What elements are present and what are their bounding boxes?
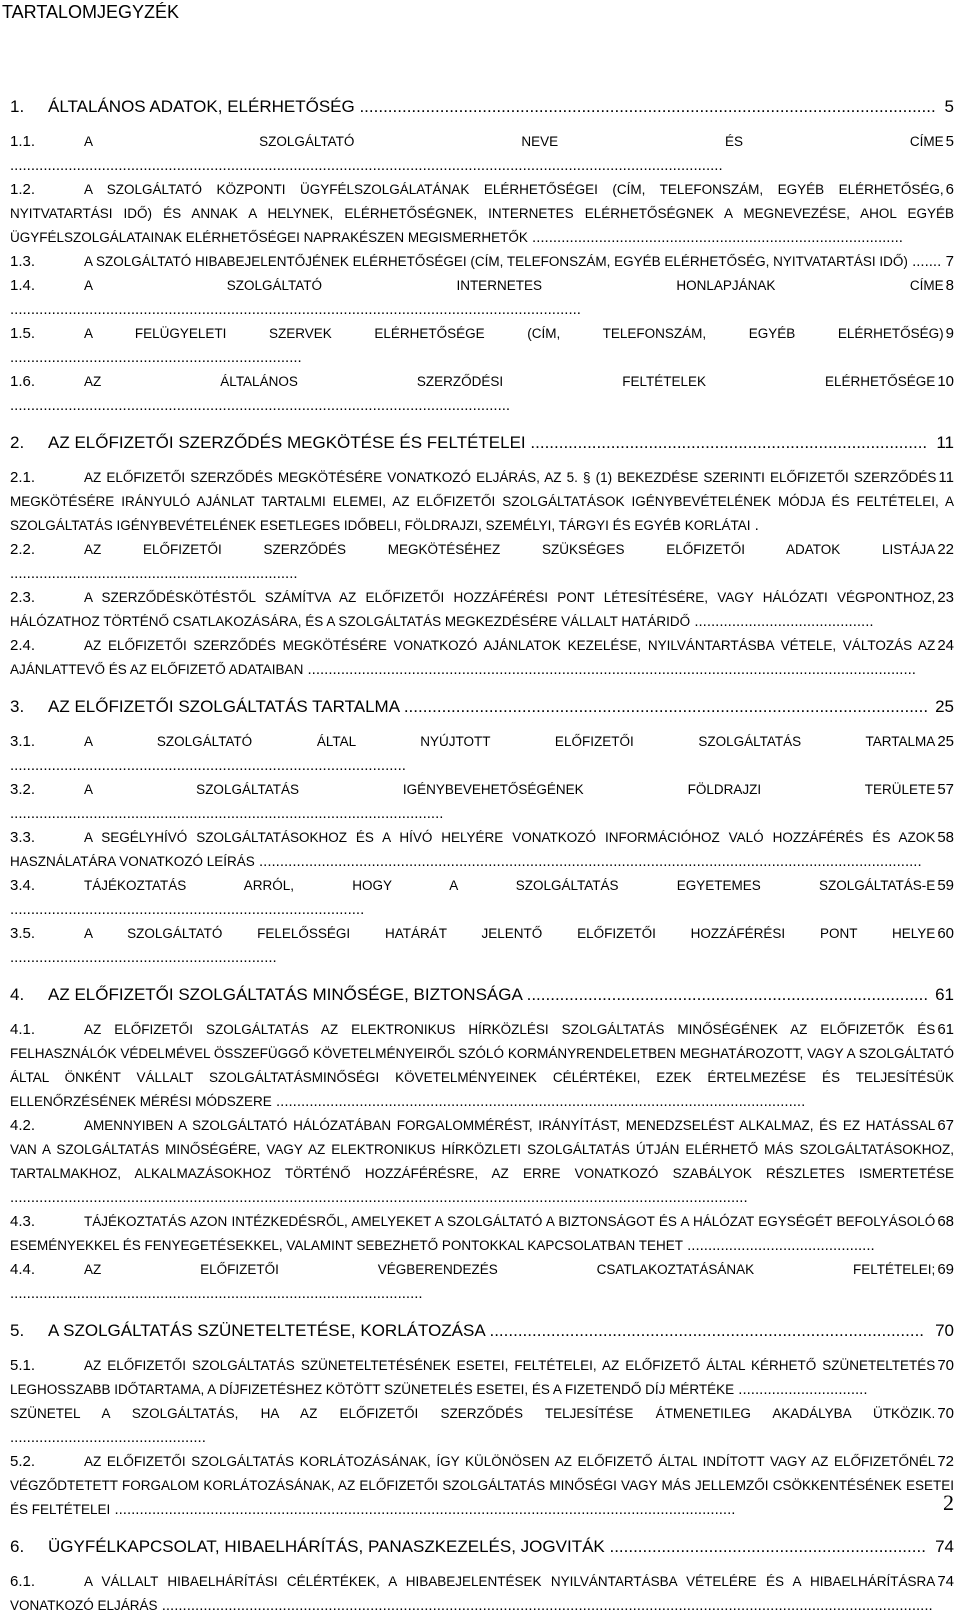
toc-entry-number: 3.4. [10,877,36,894]
toc-entry-title: A SZOLGÁLTATÓ INTERNETES HONLAPJÁNAK CÍME [84,278,944,293]
toc-section[interactable] [10,96,954,118]
toc-entry-page: 8 [945,277,954,294]
toc-entry-page: 61 [937,1021,954,1038]
dot-leader: ............................................................................................ [484,1321,925,1340]
toc-entry-number: 6. [10,1537,25,1556]
dot-leader: ..................................................................... [10,565,298,582]
toc-entry-title: AZ ELŐFIZETŐI SZERZŐDÉS MEGKÖTÉSÉRE VONATKOZÓ ELJÁRÁS, AZ 5. § (1) BEKEZDÉSE SZERINTI ELŐFIZETŐI SZERZŐDÉS MEGKÖTÉSÉRE IRÁNYULÓ AJÁNLAT TARTALMI ELEMEI, AZ ELŐFIZETŐI SZOLGÁLTATÁSOK IGÉNYBEVÉTELÉNEK MÓDJA ÉS FELTÉTELEI, A SZOLGÁLTATÁS IGÉNYBEVÉTELÉNEK ESETLEGES IDŐBELI, FÖLDRAJZI, SZEMÉLYI, TÁRGYI ÉS EGYÉB KORLÁTAI [10,470,954,533]
toc-entry-page: 61 [935,985,954,1004]
toc-entry-page: 69 [937,1261,954,1278]
dot-leader: ..................................................................................... [10,901,365,918]
toc-entry-title: A SZOLGÁLTATÓ FELELŐSSÉGI HATÁRÁT JELENTŐ ELŐFIZETŐI HOZZÁFÉRÉSI PONT HELYE [84,926,936,941]
toc-entry-page: 60 [937,925,954,942]
dot-leader: ............................................................................................................... [399,697,929,716]
toc-subsection[interactable] [10,826,954,874]
toc-entry-page: 70 [937,1357,954,1374]
toc-entry-title: A SZERZŐDÉSKÖTÉSTŐL SZÁMÍTVA AZ ELŐFIZETŐI HOZZÁFÉRÉSI PONT LÉTESÍTÉSÉRE, VAGY HÁLÓZATI VÉGPONTHOZ, HÁLÓZATHOZ TÖRTÉNŐ CSATLAKOZÁSÁRA, ÉS A SZOLGÁLTATÁS MEGKEZDÉSÉRE VÁLLALT HATÁRIDŐ [10,590,936,629]
toc-entry-number: 2. [10,433,25,452]
dot-leader: ......................................................................................................................................................................................... [157,1597,933,1614]
dot-leader: ........................................................................................................................................................................... [10,157,723,174]
toc-section[interactable] [10,1320,954,1342]
dot-leader: ................................................................ [10,949,277,966]
toc-entry-title: AZ ELŐFIZETŐI SZOLGÁLTATÁS MINŐSÉGE, BIZTONSÁGA [48,985,522,1004]
toc-entry-page: 9 [945,325,954,342]
toc-entry-title: AMENNYIBEN A SZOLGÁLTATÓ HÁLÓZATÁBAN FORGALOMMÉRÉST, IRÁNYÍTÁST, MENEDZSELÉST ALKALMAZ, ÉS EZ HATÁSSAL VAN A SZOLGÁLTATÁS MINŐSÉGÉRE, VAGY AZ ELEKTRONIKUS HÍRKÖZLETI SZOLGÁLTATÁS ÚTJÁN ELÉRHETŐ MÁS SZOLGÁLTATÁSOKHOZ, TARTALMAKHOZ, ALKALMAZÁSOKHOZ TÖRTÉNŐ HOZZÁFÉRÉSRE, AZ ERRE VONATKOZÓ SZABÁLYOK RÉSZLETES ISMERTETÉSE [10,1118,954,1181]
toc-entry-page: 11 [938,469,954,486]
toc-subsection[interactable] [10,538,954,586]
toc-subsection[interactable] [10,322,954,370]
toc-section[interactable] [10,1536,954,1558]
toc-entry-number: 3. [10,697,25,716]
toc-entry-title: TÁJÉKOZTATÁS AZON INTÉZKEDÉSRŐL, AMELYEKET A SZOLGÁLTATÓ A BIZTONSÁGOT ÉS A HÁLÓZAT EGYSÉGÉT BEFOLYÁSOLÓ ESEMÉNYEKKEL ÉS FENYEGETÉSEKKEL, VALAMINT SEBEZHETŐ PONTOKKAL KAPCSOLATBAN TEHET [10,1214,936,1253]
toc-subsection[interactable] [10,1450,954,1522]
toc-entry-page: 57 [937,781,954,798]
dot-leader: ......................................................................................... [527,229,903,246]
toc-subsection[interactable] [10,922,954,970]
toc-subsection[interactable] [10,1354,954,1402]
toc-entry-page: 70 [937,1405,954,1422]
toc-entry-page: 24 [937,637,954,654]
toc-entry-page: 22 [937,541,954,558]
toc-entry-number: 1.1. [10,133,36,150]
toc-section[interactable] [10,984,954,1006]
toc-entry-page: 23 [937,589,954,606]
toc-entry-number: 1.3. [10,253,36,270]
toc-entry-page: 74 [937,1573,954,1590]
toc-entry-page: 70 [935,1321,954,1340]
toc-entry-page: 5 [944,97,954,116]
toc-entry-number: 2.2. [10,541,36,558]
toc-entry-number: 4.2. [10,1117,36,1134]
toc-entry-title: AZ ELŐFIZETŐI SZOLGÁLTATÁS KORLÁTOZÁSÁNAK, ÍGY KÜLÖNÖSEN AZ ELŐFIZETŐ ÁLTAL INDÍTOTT VAGY AZ ELŐFIZETŐNÉL VÉGZŐDTETETT FORGALOM KORLÁTOZÁSÁNAK, AZ ELŐFIZETŐI SZOLGÁLTATÁS MINŐSÉGI VAGY MÁS JELLEMZŐI CSÖKKENTÉSÉNEK ESETEI ÉS FELTÉTELEI [10,1454,954,1517]
toc-section[interactable] [10,696,954,718]
toc-entry-number: 5. [10,1321,25,1340]
dot-leader: ........................................... [690,613,874,630]
toc-entry-title: A SZOLGÁLTATÓ ÁLTAL NYÚJTOTT ELŐFIZETŐI SZOLGÁLTATÁS TARTALMA [84,734,936,749]
toc-subsection[interactable] [10,1570,954,1618]
toc-entry-title: AZ ELŐFIZETŐI SZOLGÁLTATÁS AZ ELEKTRONIKUS HÍRKÖZLÉSI SZOLGÁLTATÁS MINŐSÉGÉNEK AZ ELŐFIZETŐK ÉS FELHASZNÁLÓK VÉDELMÉVEL ÖSSZEFÜGGŐ KÖVETELMÉNYEIRŐL SZÓLÓ KORMÁNYRENDELETBEN MEGHATÁROZOTT, VAGY A SZOLGÁLTATÓ ÁLTAL ÖNKÉNT VÁLLALT SZOLGÁLTATÁSMINŐSÉGI KÖVETELMÉNYEINEK CÉLÉRTÉKEI, EZEK ÉRTELMEZÉSE ÉS TELJESÍTÉSÜK ELLENŐRZÉSÉNEK MÉRÉSI MÓDSZERE [10,1022,954,1109]
dot-leader: ........................................................................................................................ [10,397,511,414]
toc-entry-number: 1.6. [10,373,36,390]
dot-leader: .......................................................................................................................... [354,97,936,116]
toc-entry-title: SZÜNETEL A SZOLGÁLTATÁS, HA AZ ELŐFIZETŐI SZERZŐDÉS TELJESÍTÉSE ÁTMENETILEG AKADÁLYBA ÜTKÖZIK. [10,1406,936,1421]
dot-leader: ........................................................................................................ [10,805,444,822]
toc-entry-page: 6 [945,181,954,198]
dot-leader: ............................................. [682,1237,875,1254]
toc-entry-page: 7 [945,253,954,270]
toc-heading: TARTALOMJEGYZÉK [2,2,180,22]
toc-entry-number: 1.4. [10,277,36,294]
toc-subsection[interactable] [10,178,954,250]
toc-subsection[interactable] [10,466,954,538]
toc-entry-page: 74 [935,1537,954,1556]
toc-entry-number: 3.5. [10,925,36,942]
dot-leader: ................................................................................................................................................................................. [10,1189,748,1206]
dot-leader: ......................................................................................................................................... [10,301,581,318]
toc-entry-title: AZ ELŐFIZETŐI SZOLGÁLTATÁS TARTALMA [48,697,400,716]
dot-leader: ............................................................................................................................................................... [254,853,922,870]
dot-leader: ...................................................................... [10,349,302,366]
dot-leader: ..................................................................................... [521,985,929,1004]
toc-subsection[interactable] [10,1114,954,1210]
toc-entry-number: 3.2. [10,781,36,798]
toc-subsection[interactable] [10,250,954,274]
toc-subsection[interactable] [10,874,954,922]
dot-leader: ................................................................... [604,1537,926,1556]
toc-subsection[interactable] [10,1258,954,1306]
toc-entry-title: AZ ELŐFIZETŐI SZOLGÁLTATÁS SZÜNETELTETÉSÉNEK ESETEI, FELTÉTELEI, AZ ELŐFIZETŐ ÁLTAL KÉRHETŐ SZÜNETELTETÉS LEGHOSSZABB IDŐTARTAMA, A DÍJFIZETÉSHEZ KÖTÖTT SZÜNETELÉS ESETEI, ÉS A FIZETENDŐ DÍJ MÉRTÉKE [10,1358,936,1397]
toc-entry-title: AZ ÁLTALÁNOS SZERZŐDÉSI FELTÉTELEK ELÉRHETŐSÉGE [84,374,936,389]
toc-entry-title: A VÁLLALT HIBAELHÁRÍTÁSI CÉLÉRTÉKEK, A HIBABEJELENTÉSEK NYILVÁNTARTÁSBA VÉTELÉRE ÉS A HIBAELHÁRÍTÁSRA VONATKOZÓ ELJÁRÁS [10,1574,936,1613]
table-of-contents [10,82,954,1618]
toc-entry-page: 5 [945,133,954,150]
toc-entry-number: 4.1. [10,1021,36,1038]
toc-entry-number: 3.3. [10,829,36,846]
toc-subsection[interactable] [10,586,954,634]
toc-entry-number: 5.2. [10,1453,36,1470]
toc-entry-page: 58 [937,829,954,846]
toc-entry-title: A SZOLGÁLTATÁS IGÉNYBEVEHETŐSÉGÉNEK FÖLDRAJZI TERÜLETE [84,782,936,797]
toc-entry-page: 11 [936,433,954,452]
toc-section[interactable] [10,432,954,454]
toc-subsection[interactable] [10,1210,954,1258]
toc-entry-title: AZ ELŐFIZETŐI SZERZŐDÉS MEGKÖTÉSÉRE VONATKOZÓ AJÁNLATOK KEZELÉSE, NYILVÁNTARTÁSBA VÉTELE, VÁLTOZÁS AZ AJÁNLATTEVŐ ÉS AZ ELŐFIZETŐ ADATAIBAN [10,638,936,677]
toc-subsection[interactable] [10,274,954,322]
toc-entry-page: 25 [935,697,954,716]
toc-entry-title: A FELÜGYELETI SZERVEK ELÉRHETŐSÉGE (CÍM, TELEFONSZÁM, EGYÉB ELÉRHETŐSÉG) [84,326,944,341]
page-number: 2 [943,1490,954,1515]
dot-leader: . [750,517,759,534]
dot-leader: ............................................... [10,1429,206,1446]
toc-entry-page: 10 [937,373,954,390]
toc-entry-number: 1.5. [10,325,36,342]
dot-leader: ....... [907,253,942,270]
toc-entry-number: 2.4. [10,637,36,654]
toc-entry-number: 4.4. [10,1261,36,1278]
toc-entry-title: A SZOLGÁLTATÁS SZÜNETELTETÉSE, KORLÁTOZÁSA [48,1321,485,1340]
toc-entry-number: 2.1. [10,469,36,486]
toc-subsection[interactable] [10,730,954,778]
toc-entry-title: AZ ELŐFIZETŐI SZERZŐDÉS MEGKÖTÉSÉHEZ SZÜKSÉGES ELŐFIZETŐI ADATOK LISTÁJA [84,542,936,557]
toc-entry-page: 59 [937,877,954,894]
toc-entry-title: TÁJÉKOZTATÁS ARRÓL, HOGY A SZOLGÁLTATÁS EGYETEMES SZOLGÁLTATÁS-E [84,878,936,893]
toc-entry-page: 68 [937,1213,954,1230]
toc-entry-page: 72 [937,1453,954,1470]
toc-entry-number: 1. [10,97,25,116]
toc-entry-page: 67 [937,1117,954,1134]
dot-leader: ................................................................................................... [10,1285,423,1302]
toc-entry-title: ÜGYFÉLKAPCSOLAT, HIBAELHÁRÍTÁS, PANASZKEZELÉS, JOGVITÁK [48,1537,605,1556]
toc-subsection[interactable] [10,370,954,418]
toc-entry-number: 4.3. [10,1213,36,1230]
toc-entry-number: 1.2. [10,181,36,198]
toc-entry-number: 6.1. [10,1573,36,1590]
toc-subsection[interactable] [10,130,954,178]
toc-entry-number: 2.3. [10,589,36,606]
toc-entry-page: 25 [937,733,954,750]
toc-entry-title: A SZOLGÁLTATÓ NEVE ÉS CÍME [84,134,944,149]
dot-leader: ............................................................................................................................... [271,1093,806,1110]
toc-entry-number: 5.1. [10,1357,36,1374]
dot-leader: .................................................................................... [525,433,928,452]
toc-subsection[interactable] [10,1018,954,1114]
dot-leader: ..................................................................................................................................................... [110,1501,736,1518]
toc-entry-number: 4. [10,985,25,1004]
toc-subsection[interactable] [10,1402,954,1450]
toc-entry-title: A SEGÉLYHÍVÓ SZOLGÁLTATÁSOKHOZ ÉS A HÍVÓ HELYÉRE VONATKOZÓ INFORMÁCIÓHOZ VALÓ HOZZÁFÉRÉS ÉS AZOK HASZNÁLATÁRA VONATKOZÓ LEÍRÁS [10,830,936,869]
dot-leader: ............................... [734,1381,868,1398]
toc-subsection[interactable] [10,778,954,826]
dot-leader: ............................................................................................... [10,757,406,774]
toc-entry-title: AZ ELŐFIZETŐI VÉGBERENDEZÉS CSATLAKOZTATÁSÁNAK FELTÉTELEI; [84,1262,936,1277]
toc-entry-title: A SZOLGÁLTATÓ HIBABEJELENTŐJÉNEK ELÉRHETŐSÉGEI (CÍM, TELEFONSZÁM, EGYÉB ELÉRHETŐSÉG, NYITVATARTÁSI IDŐ) [84,254,908,269]
toc-entry-title: ÁLTALÁNOS ADATOK, ELÉRHETŐSÉG [48,97,355,116]
toc-entry-title: A SZOLGÁLTATÓ KÖZPONTI ÜGYFÉLSZOLGÁLATÁNAK ELÉRHETŐSÉGEI (CÍM, TELEFONSZÁM, EGYÉB ELÉRHETŐSÉG, NYITVATARTÁSI IDŐ) ÉS ANNAK A HELYNEK, ELÉRHETŐSÉGNEK, INTERNETES ELÉRHETŐSÉGNEK A MEGNEVEZÉSE, AHOL EGYÉB ÜGYFÉLSZOLGÁLATAINAK ELÉRHETŐSÉGEI NAPRAKÉSZEN MEGISMERHETŐK [10,182,954,245]
toc-subsection[interactable] [10,634,954,682]
toc-entry-number: 3.1. [10,733,36,750]
dot-leader: .................................................................................................................................................. [303,661,916,678]
toc-entry-title: AZ ELŐFIZETŐI SZERZŐDÉS MEGKÖTÉSE ÉS FELTÉTELEI [48,433,526,452]
